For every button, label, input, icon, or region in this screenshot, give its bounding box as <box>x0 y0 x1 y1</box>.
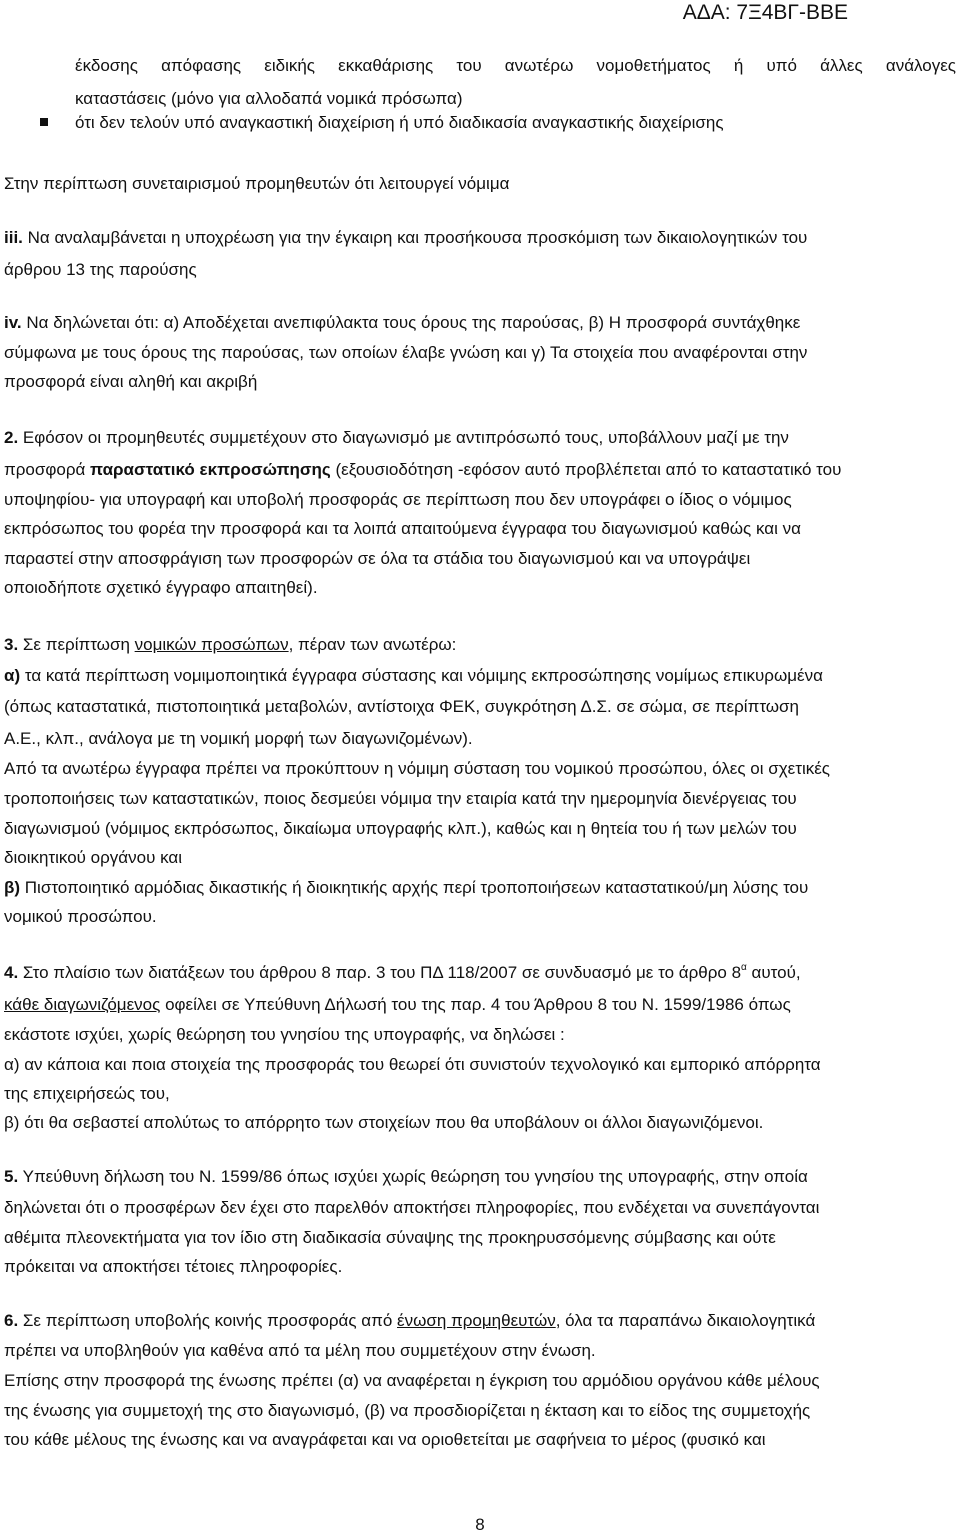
text-line <box>4 634 456 656</box>
text-line: τροποποιήσεις των καταστατικών, ποιος δεσμεύει νόμιμα την εταιρία κατά την ημερομηνία διενέργειας του <box>4 789 797 808</box>
text-line: Από τα ανωτέρω έγγραφα πρέπει να προκύπτουν η νόμιμη σύσταση του νομικού προσώπου, όλες οι σχετικές <box>4 759 830 778</box>
text-line <box>4 427 789 449</box>
text-line: Στην περίπτωση συνεταιρισμού προμηθευτών ότι λειτουργεί νόμιμα <box>4 174 510 193</box>
text-line: προσφορά είναι αληθή και ακριβή <box>4 372 258 391</box>
text-line: καταστάσεις (μόνο για αλλοδαπά νομικά πρόσωπα) <box>75 89 463 108</box>
underlined-term: ένωση προμηθευτών <box>397 1311 556 1330</box>
text-line <box>4 1310 815 1332</box>
text-line: πρέπει να υποβληθούν για καθένα από τα μέλη που συμμετέχουν στην ένωση. <box>4 1341 596 1360</box>
text-line: παραστεί στην αποσφράγιση των προσφορών σε όλα τα στάδια του διαγωνισμού και να υπογράψει <box>4 549 751 568</box>
text-line: διοικητικού οργάνου και <box>4 848 183 867</box>
text-span: προσφορά <box>4 460 91 479</box>
text-line <box>4 665 823 687</box>
text-line: δηλώνεται ότι ο προσφέρων δεν έχει στο παρελθόν αποκτήσει πληροφορίες, που ενδέχεται να συνεπάγονται <box>4 1198 820 1217</box>
text-line: νομικού προσώπου. <box>4 907 157 926</box>
text-span: Εφόσον οι προμηθευτές συμμετέχουν στο διαγωνισμό με αντιπρόσωπό τους, υποβάλλουν μαζί με την <box>18 428 789 447</box>
text-line: διαγωνισμού (νόμιμος εκπρόσωπος, δικαίωμα υπογραφής κλπ.), καθώς και η θητεία του ή των μελών του <box>4 819 797 838</box>
item-number: iii. <box>4 228 23 247</box>
text-line <box>4 994 791 1016</box>
text-span: (εξουσιοδότηση -εφόσον αυτό προβλέπεται από το καταστατικό του <box>330 460 842 479</box>
text-line <box>4 877 808 899</box>
superscript: α <box>741 962 747 973</box>
text-line <box>4 227 807 249</box>
text-line: της επιχειρήσεώς του, <box>4 1084 170 1103</box>
text-line: οποιοδήποτε σχετικό έγγραφο απαιτηθεί). <box>4 578 318 597</box>
text-line: Επίσης στην προσφορά της ένωσης πρέπει (α) να αναφέρεται η έγκριση του αρμόδιου οργάνου κάθε μέλους <box>4 1371 820 1390</box>
page-number: 8 <box>475 1515 485 1534</box>
text-line: (όπως καταστατικά, πιστοποιητικά μεταβολών, αντίστοιχα ΦΕΚ, συγκρότηση Δ.Σ. σε σώμα, σε περίπτωση <box>4 697 800 716</box>
item-number: 2. <box>4 428 19 447</box>
text-line <box>4 1166 808 1188</box>
text-span: Σε περίπτωση υποβολής κοινής προσφοράς από <box>18 1311 398 1330</box>
text-line: άρθρου 13 της παρούσης <box>4 260 197 279</box>
text-line: εκπρόσωπος του φορέα την προσφορά και τα λοιπά απαιτούμενα έγγραφα του διαγωνισμού καθώς και να <box>4 519 801 538</box>
text-span: , όλα τα παραπάνω δικαιολογητικά <box>555 1311 816 1330</box>
text-line: υποψηφίου- για υπογραφή και υποβολή προσφοράς σε περίπτωση που δεν υπογράφει ο ίδιος ο νόμιμος <box>4 490 792 509</box>
text-line: α) αν κάποια και ποια στοιχεία της προσφοράς του θεωρεί ότι συνιστούν τεχνολογικό και εμπορικό απόρρητα <box>4 1055 821 1074</box>
item-letter: β) <box>4 878 21 897</box>
text-span: Υπεύθυνη δήλωση του Ν. 1599/86 όπως ισχύει χωρίς θεώρηση του γνησίου της υπογραφής, στην οποία <box>18 1167 808 1186</box>
item-number: 6. <box>4 1311 19 1330</box>
text-line: πρόκειται να αποκτήσει τέτοιες πληροφορίες. <box>4 1257 343 1276</box>
text-span: τα κατά περίπτωση νομιμοποιητικά έγγραφα σύστασης και νόμιμης εκπροσώπησης νομίμως επικυρωμένα <box>20 666 823 685</box>
text-span: Να αναλαμβάνεται η υποχρέωση για την έγκαιρη και προσήκουσα προσκόμιση των δικαιολογητικών του <box>22 228 808 247</box>
text-line: αθέμιτα πλεονεκτήματα για τον ίδιο στη διαδικασία σύναψης της προκηρυσσόμενης σύμβασης και ούτε <box>4 1228 776 1247</box>
text-span: οφείλει σε Υπεύθυνη Δήλωσή του της παρ. 4 του Άρθρου 8 του Ν. 1599/1986 όπως <box>160 995 791 1014</box>
bold-term: παραστατικό εκπροσώπησης <box>90 460 331 479</box>
item-number: 4. <box>4 963 19 982</box>
text-line: β) ότι θα σεβαστεί απολύτως το απόρρητο των στοιχείων που θα υποβάλουν οι άλλοι διαγωνιζόμενοι. <box>4 1113 764 1132</box>
text-span: Σε περίπτωση <box>18 635 135 654</box>
underlined-term: νομικών προσώπων <box>134 635 289 654</box>
text-line <box>4 459 841 481</box>
text-line <box>4 312 800 334</box>
text-line: σύμφωνα με τους όρους της παρούσας, των οποίων έλαβε γνώση και γ) Τα στοιχεία που αναφέρονται στην <box>4 343 808 362</box>
bullet-square-icon <box>40 118 48 126</box>
text-span: Στο πλαίσιο των διατάξεων του άρθρου 8 παρ. 3 του ΠΔ 118/2007 σε συνδυασμό με το άρθρο 8 <box>18 963 742 982</box>
text-line <box>4 962 801 984</box>
text-line: έκδοσης απόφασης ειδικής εκκαθάρισης του ανωτέρω νομοθετήματος ή υπό άλλες ανάλογες <box>75 56 956 75</box>
text-line: της ένωσης για συμμετοχή της στο διαγωνισμό, (β) να προσδιορίζεται η έκταση και το είδος της συμμετοχής <box>4 1401 811 1420</box>
item-number: 3. <box>4 635 19 654</box>
ada-code: ΑΔΑ: 7Ξ4ΒΓ-ΒΒΕ <box>682 1 848 24</box>
underlined-term: κάθε διαγωνιζόμενος <box>4 995 161 1014</box>
text-span: Να δηλώνεται ότι: α) Αποδέχεται ανεπιφύλακτα τους όρους της παρούσας, β) Η προσφορά συντάχθηκε <box>21 313 801 332</box>
text-line: του κάθε μέλους της ένωσης και να αναγράφεται και να οριοθετείται με σαφήνεια το μέρος (φυσικό και <box>4 1430 766 1449</box>
text-line: εκάστοτε ισχύει, χωρίς θεώρηση του γνησίου της υπογραφής, να δηλώσει : <box>4 1025 565 1044</box>
item-number: 5. <box>4 1167 19 1186</box>
text-span: αυτού, <box>746 963 801 982</box>
text-span: , πέραν των ανωτέρω: <box>288 635 457 654</box>
item-number: iv. <box>4 313 22 332</box>
text-line: Α.Ε., κλπ., ανάλογα με τη νομική μορφή των διαγωνιζομένων). <box>4 729 473 748</box>
text-line: ότι δεν τελούν υπό αναγκαστική διαχείριση ή υπό διαδικασία αναγκαστικής διαχείρισης <box>75 113 724 132</box>
text-span: Πιστοποιητικό αρμόδιας δικαστικής ή διοικητικής αρχής περί τροποποιήσεων καταστατικού/μη λύσης του <box>20 878 809 897</box>
item-letter: α) <box>4 666 21 685</box>
